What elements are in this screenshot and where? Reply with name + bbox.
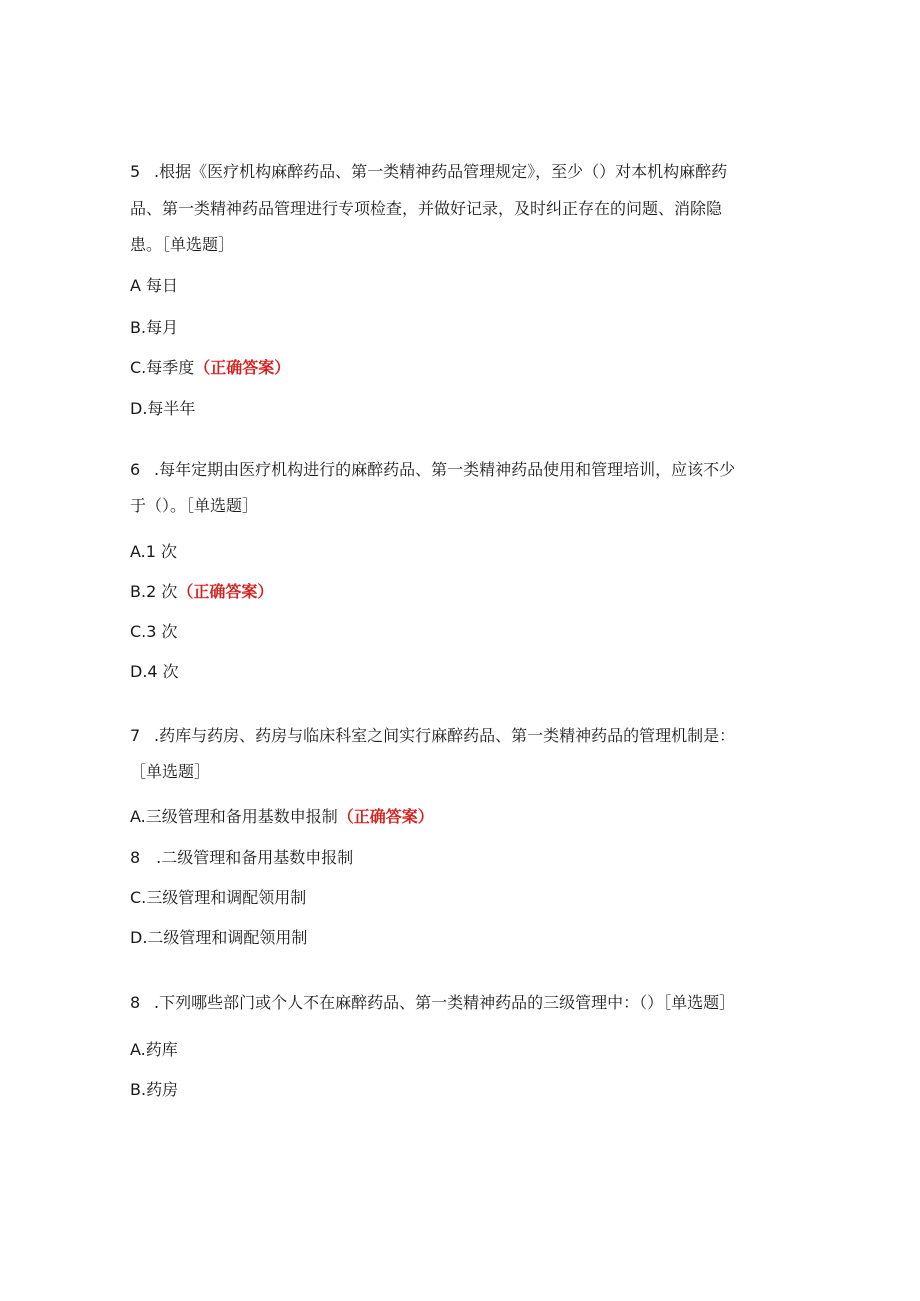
question-7-option-c: C.三级管理和调配领用制	[130, 888, 307, 907]
question-8-text: .下列哪些部门或个人不在麻醉药品、第一类精神药品的三级管理中：（）［单选题］	[154, 993, 736, 1012]
question-5-option-c: C.每季度（正确答案）	[130, 358, 291, 377]
question-5-option-d: D.每半年	[130, 399, 196, 418]
question-6-option-b: B.2 次（正确答案）	[130, 582, 274, 601]
question-7-option-d: D.二级管理和调配领用制	[130, 928, 308, 947]
question-7-option-b: 8 .二级管理和备用基数申报制	[130, 848, 354, 867]
question-7-line-1	[130, 726, 735, 746]
question-7-text: .药库与药房、药房与临床科室之间实行麻醉药品、第一类精神药品的管理机制是：	[154, 726, 736, 745]
question-8-option-a: A.药库	[130, 1040, 178, 1059]
question-5-text: .根据《医疗机构麻醉药品、第一类精神药品管理规定》，至少（）对本机构麻醉药	[154, 162, 728, 181]
question-6-line-1	[130, 460, 735, 480]
correct-answer-mark: （正确答案）	[177, 582, 274, 601]
question-8-option-b: B.药房	[130, 1080, 179, 1099]
question-6-option-a: A.1 次	[130, 542, 178, 561]
question-5-option-a: A 每日	[130, 276, 179, 295]
correct-answer-mark: （正确答案）	[337, 807, 434, 826]
question-5-line-3: 患。［单选题］	[130, 235, 235, 254]
question-5-number: 5	[130, 162, 141, 181]
question-8-line-1	[130, 993, 735, 1013]
question-6-line-2: 于（）。［单选题］	[130, 496, 259, 515]
question-6-option-c: C.3 次	[130, 622, 178, 641]
question-5-option-b: B.每月	[130, 318, 179, 337]
question-7-option-a: A.三级管理和备用基数申报制（正确答案）	[130, 807, 434, 826]
question-6-option-d: D.4 次	[130, 662, 179, 681]
question-6-number: 6	[130, 460, 141, 479]
question-6-text: .每年定期由医疗机构进行的麻醉药品、第一类精神药品使用和管理培训，应该不少	[154, 460, 736, 479]
correct-answer-mark: （正确答案）	[194, 358, 291, 377]
question-5-line-1	[130, 162, 727, 182]
question-8-number: 8	[130, 993, 141, 1012]
question-5-line-2: 品、第一类精神药品管理进行专项检查，并做好记录，及时纠正存在的问题、消除隐	[130, 199, 723, 218]
question-7-number: 7	[130, 726, 141, 745]
question-7-line-2: ［单选题］	[130, 762, 211, 781]
